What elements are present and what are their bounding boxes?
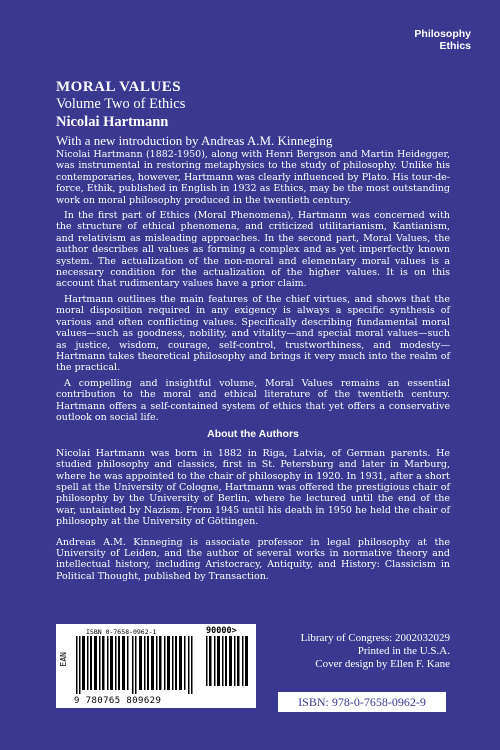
author-bio: Nicolai Hartmann was born in 1882 in Riga, Latvia, of German parents. He studied philosophy and classics, first in St. Petersburg and later in Marburg, where he was appointed to the chair of philosophy in 1920. In 1931, after a short spell at the University of Cologne, Hartmann was offered the prestigious chair of philosophy by the University of Berlin, where he lectured until the end of the war, untainted by Nazism. From 1945 until his death in 1950 he held the chair of philosophy at the University of Göttingen. <box>56 447 450 528</box>
category-line-2: Ethics <box>439 40 471 52</box>
description-paragraph: Hartmann outlines the main features of the chief virtues, and shows that the moral disposition required in any exigency is always a specific synthesis of various and often conflicting values. Specifically describing fundamental moral values—such as goodness, nobility, and vitality—and special moral values—such as justice, wisdom, courage, self-control, trustworthiness, and modesty—Hartmann takes theoretical philosophy and brings it very much into the realm of the practical. <box>56 293 450 374</box>
description-paragraph: A compelling and insightful volume, Moral Values remains an essential contribution to the moral and ethical literature of the twentieth century. Hartmann offers a self-contained system of ethics that yet offers a conservative outlook on social life. <box>56 377 450 423</box>
barcode-isbn: ISBN 0-7658-0962-1 <box>86 628 157 636</box>
description <box>56 149 450 582</box>
library-of-congress: Library of Congress: 2002032029 <box>300 632 450 644</box>
introduction-credit: With a new introduction by Andreas A.M. Kinneging <box>56 133 333 148</box>
barcode-digits: 9 780765 809629 <box>74 696 162 706</box>
editor-bio: Andreas A.M. Kinneging is associate professor in legal philosophy at the University of Leiden, and the author of several works in normative theory and intellectual history, including Aristocracy, Antiquity, and History: Classicism in Political Thought, published by Transaction. <box>56 536 450 582</box>
category-label <box>414 28 471 52</box>
price-code: 90000> <box>206 626 237 636</box>
book-author: Nicolai Hartmann <box>56 114 169 130</box>
back-cover-content <box>56 78 450 591</box>
book-subtitle: Volume Two of Ethics <box>56 96 186 112</box>
about-heading: About the Authors <box>207 428 299 441</box>
description-paragraph: Nicolai Hartmann (1882-1950), along with Henri Bergson and Martin Heidegger, was instrumental in restoring metaphysics to the study of philosophy. Unlike his contemporaries, however, Hartmann was clearly influenced by Plato. His tour-de-force, Ethik, published in English in 1932 as Ethics, may be the most outstanding work on moral philosophy produced in the twentieth century. <box>56 149 450 206</box>
description-paragraph: In the first part of Ethics (Moral Phenomena), Hartmann was concerned with the structure of ethical phenomena, and criticized utilitarianism, Kantianism, and relativism as misleading approaches. In the second part, Moral Values, the author describes all values as forming a complex and as yet imperfectly known system. The actualization of the non-moral and elementary moral values is a necessary condition for the actualization of the higher values. It is on this account that rudimentary values have a prior claim. <box>56 210 450 290</box>
printed-in: Printed in the U.S.A. <box>357 645 450 657</box>
isbn-number: ISBN: 978-0-7658-0962-9 <box>298 694 426 709</box>
barcode <box>56 624 256 708</box>
barcode-bars <box>76 636 196 694</box>
publisher-info <box>270 632 450 671</box>
addon-barcode-bars <box>206 636 250 686</box>
ean-label: EAN <box>59 652 68 667</box>
isbn-box <box>278 692 446 712</box>
book-title: MORAL VALUES <box>56 79 182 95</box>
category-line-1: Philosophy <box>414 28 471 40</box>
cover-design-credit: Cover design by Ellen F. Kane <box>315 658 450 670</box>
